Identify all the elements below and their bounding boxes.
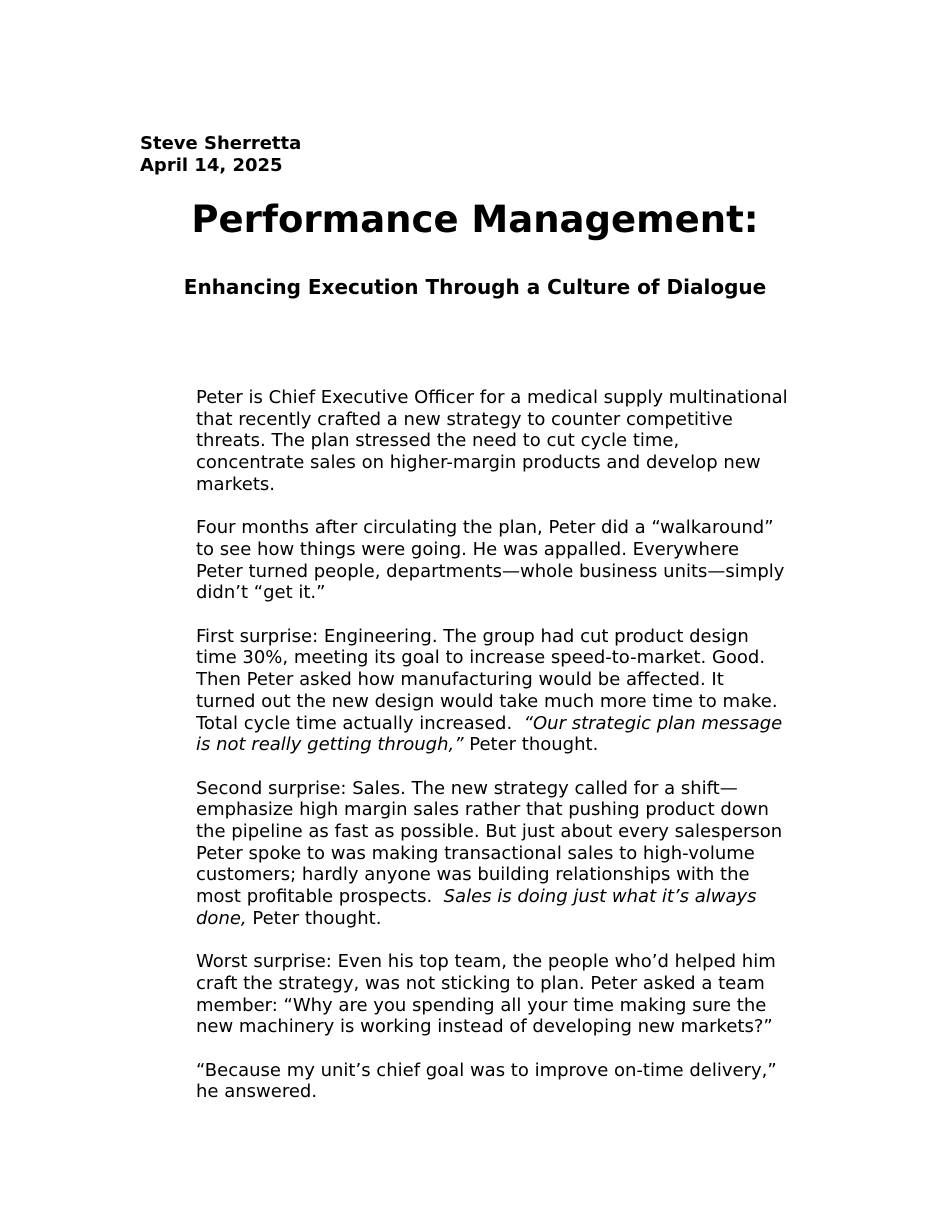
paragraph-line: that recently crafted a new strategy to counter competitive: [196, 408, 733, 430]
paragraph-line: new machinery is working instead of developing new markets?”: [196, 1016, 773, 1038]
paragraph-line: time 30%, meeting its goal to increase speed-to-market. Good.: [196, 647, 766, 669]
paragraph-line: threats. The plan stressed the need to cut cycle time,: [196, 430, 680, 452]
paragraph-line: the pipeline as fast as possible. But just about every salesperson: [196, 821, 783, 843]
paragraph-intro: [196, 387, 836, 496]
paragraph-walkaround: [196, 517, 836, 604]
paragraph-line: didn’t “get it.”: [196, 582, 326, 604]
italic-quote: Sales is doing just what it’s always: [443, 886, 757, 908]
paragraph-line: he answered.: [196, 1081, 318, 1103]
line-text: Peter thought.: [463, 734, 599, 756]
paragraph-line: emphasize high margin sales rather that pushing product down: [196, 799, 769, 821]
document-subtitle: Enhancing Execution Through a Culture of Dialogue: [183, 275, 767, 299]
paragraph-line: First surprise: Engineering. The group had cut product design: [196, 625, 749, 647]
paragraph-line: [196, 713, 836, 735]
line-text: most profitable prospects.: [196, 886, 433, 908]
paragraph-line: Peter is Chief Executive Officer for a medical supply multinational: [196, 387, 788, 408]
paragraph-line: markets.: [196, 473, 275, 495]
line-text: Total cycle time actually increased.: [196, 712, 513, 734]
paragraph-line: Worst surprise: Even his top team, the people who’d helped him: [196, 951, 776, 973]
paragraph-line: Second surprise: Sales. The new strategy called for a shift—: [196, 777, 738, 799]
paragraph-answer: [196, 1060, 836, 1103]
paragraph-line: Then Peter asked how manufacturing would be affected. It: [196, 669, 724, 691]
italic-quote: done,: [196, 907, 247, 929]
document-title: Performance Management:: [191, 198, 759, 241]
author-name: Steve Sherretta: [140, 133, 302, 154]
paragraph-line: Peter turned people, departments—whole business units—simply: [196, 560, 785, 582]
paragraph-top-team: [196, 951, 836, 1038]
paragraph-engineering: [196, 626, 836, 756]
author-block: [140, 133, 301, 177]
paragraph-line: Four months after circulating the plan, Peter did a “walkaround”: [196, 517, 774, 539]
paragraph-line: member: “Why are you spending all your time making sure the: [196, 994, 767, 1016]
paragraph-line: [196, 886, 836, 908]
paragraph-line: [196, 734, 836, 756]
paragraph-line: to see how things were going. He was appalled. Everywhere: [196, 538, 740, 560]
paragraph-line: concentrate sales on higher-margin products and develop new: [196, 452, 761, 474]
paragraph-line: “Because my unit’s chief goal was to improve on-time delivery,”: [196, 1059, 777, 1081]
paragraph-line: Peter spoke to was making transactional sales to high-volume: [196, 842, 755, 864]
paragraph-line: turned out the new design would take much more time to make.: [196, 690, 778, 712]
line-text: Peter thought.: [246, 907, 382, 929]
italic-quote: “Our strategic plan message: [523, 712, 783, 734]
document-date: April 14, 2025: [140, 155, 283, 176]
paragraph-line: [196, 908, 836, 930]
paragraph-line: craft the strategy, was not sticking to plan. Peter asked a team: [196, 972, 765, 994]
document-body: [196, 387, 836, 1125]
italic-quote: is not really getting through,”: [196, 734, 464, 756]
paragraph-line: customers; hardly anyone was building relationships with the: [196, 864, 750, 886]
paragraph-sales: [196, 778, 836, 930]
